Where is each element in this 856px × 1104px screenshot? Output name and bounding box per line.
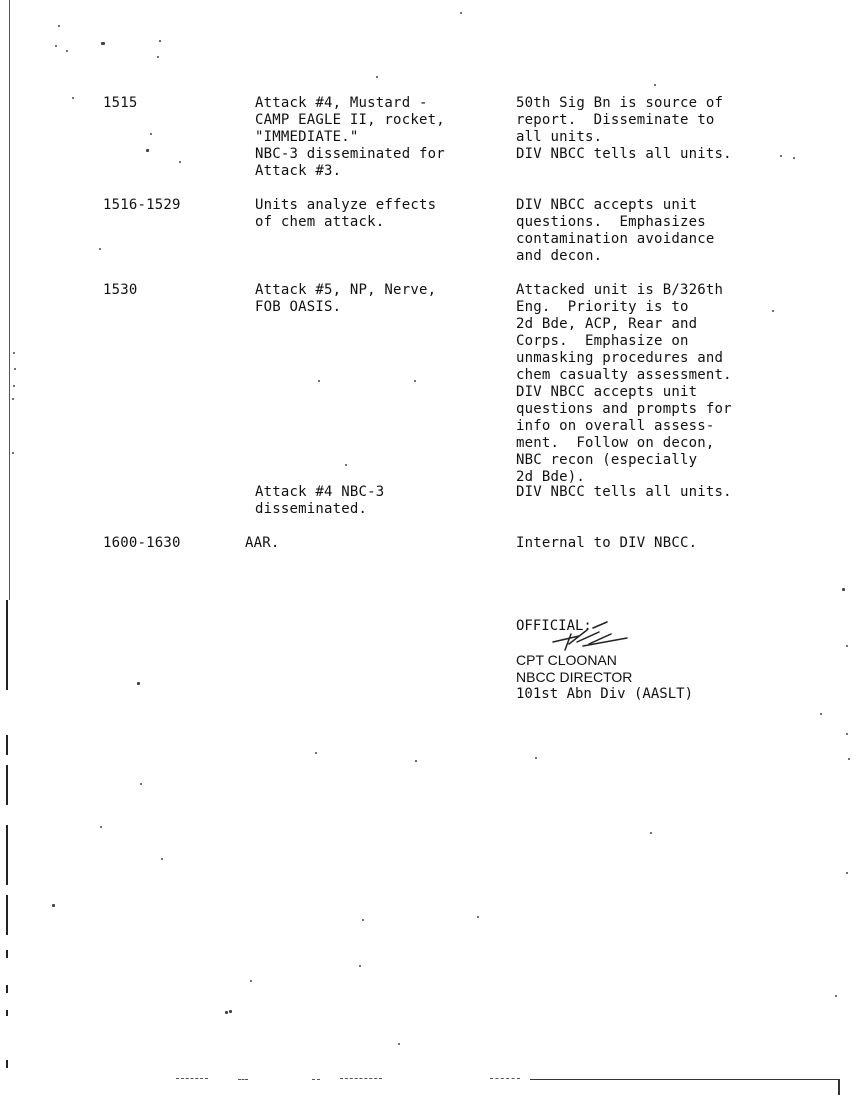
- scan-speck: [137, 682, 140, 685]
- scan-speck: [225, 1011, 228, 1014]
- scan-speck: [846, 733, 848, 735]
- entry-action: DIV NBCC tells all units.: [516, 484, 732, 500]
- scan-speck: [159, 40, 161, 42]
- left-margin-mark: [6, 1010, 8, 1016]
- scan-speck: [415, 760, 417, 762]
- scan-speck: [72, 97, 74, 99]
- scan-speck: [99, 248, 101, 250]
- scan-speck: [846, 872, 848, 874]
- scan-speck: [161, 858, 163, 860]
- scan-speck: [14, 368, 16, 370]
- scan-speck: [250, 980, 252, 982]
- left-margin-mark: [6, 600, 8, 690]
- scan-speck: [157, 56, 159, 58]
- bottom-dash-artifact: [340, 1078, 382, 1080]
- bottom-dash-artifact: [490, 1078, 520, 1080]
- left-margin-rule: [9, 0, 10, 600]
- scan-speck: [12, 452, 14, 454]
- scan-speck: [13, 385, 15, 387]
- scan-speck: [229, 1010, 232, 1013]
- scan-speck: [650, 832, 652, 834]
- scan-speck: [66, 50, 68, 52]
- handwritten-signature: [549, 620, 629, 654]
- signatory-name: CPT CLOONAN: [516, 652, 617, 668]
- left-margin-mark: [6, 950, 8, 958]
- left-margin-mark: [6, 1060, 8, 1068]
- scan-speck: [820, 713, 822, 715]
- entry-event: Attack #4 NBC-3 disseminated.: [255, 484, 385, 517]
- scan-speck: [460, 12, 462, 14]
- bottom-rule-end: [838, 1079, 840, 1095]
- scan-speck: [146, 149, 149, 152]
- scan-speck: [772, 310, 774, 312]
- bottom-rule: [530, 1079, 838, 1080]
- scan-speck: [52, 904, 55, 907]
- scan-speck: [13, 352, 15, 354]
- bottom-dash-artifact: [238, 1079, 248, 1081]
- entry-action: Attacked unit is B/326th Eng. Priority is to 2d Bde, ACP, Rear and Corps. Emphasize on unmasking procedures and chem casualty assessment. DIV NBCC accepts unit questions and prompts for info on overall assess- ment. Follow on decon, NBC recon (especially 2d Bde).: [516, 282, 732, 485]
- scan-speck: [846, 645, 848, 647]
- bottom-dash-artifact: [312, 1079, 320, 1081]
- left-margin-mark: [6, 985, 8, 993]
- scan-speck: [179, 161, 181, 163]
- scan-speck: [318, 380, 320, 382]
- scan-speck: [362, 919, 364, 921]
- scan-speck: [398, 1043, 400, 1045]
- scan-speck: [140, 783, 142, 785]
- scan-speck: [793, 157, 795, 159]
- scan-speck: [376, 76, 378, 78]
- entry-action: DIV NBCC accepts unit questions. Emphasizes contamination avoidance and decon.: [516, 197, 715, 264]
- entry-time: 1516-1529: [103, 197, 181, 213]
- entry-time: 1530: [103, 282, 138, 298]
- scan-speck: [150, 133, 152, 135]
- left-margin-mark: [6, 735, 8, 755]
- bottom-dash-artifact: [176, 1078, 208, 1080]
- left-margin-mark: [6, 825, 8, 885]
- scan-speck: [101, 42, 105, 45]
- scan-speck: [58, 25, 60, 27]
- scan-speck: [315, 752, 317, 754]
- entry-event: Attack #4, Mustard - CAMP EAGLE II, rocket, "IMMEDIATE." NBC-3 disseminated for Attack #3.: [255, 95, 445, 179]
- scan-speck: [842, 588, 845, 591]
- entry-action: Internal to DIV NBCC.: [516, 535, 698, 551]
- signatory-title: NBCC DIRECTOR: [516, 669, 633, 685]
- scan-speck: [477, 916, 479, 918]
- entry-time: 1515: [103, 95, 138, 111]
- entry-event: AAR.: [245, 535, 280, 551]
- official-label: OFFICIAL:: [516, 618, 592, 634]
- scan-speck: [12, 398, 14, 400]
- entry-time: 1600-1630: [103, 535, 181, 551]
- scan-speck: [345, 464, 347, 466]
- left-margin-mark: [6, 765, 8, 805]
- scan-speck: [55, 45, 57, 47]
- scan-speck: [535, 757, 537, 759]
- scan-speck: [414, 380, 416, 382]
- entry-event: Attack #5, NP, Nerve, FOB OASIS.: [255, 282, 437, 315]
- scan-speck: [848, 758, 850, 760]
- entry-action: 50th Sig Bn is source of report. Disseminate to all units. DIV NBCC tells all units.: [516, 95, 732, 162]
- entry-event: Units analyze effects of chem attack.: [255, 197, 437, 230]
- left-margin-mark: [6, 895, 8, 935]
- signatory-unit: 101st Abn Div (AASLT): [516, 686, 694, 702]
- scan-speck: [780, 155, 782, 157]
- scan-speck: [359, 965, 361, 967]
- scan-speck: [835, 995, 837, 997]
- scan-speck: [654, 84, 656, 86]
- scan-speck: [100, 826, 102, 828]
